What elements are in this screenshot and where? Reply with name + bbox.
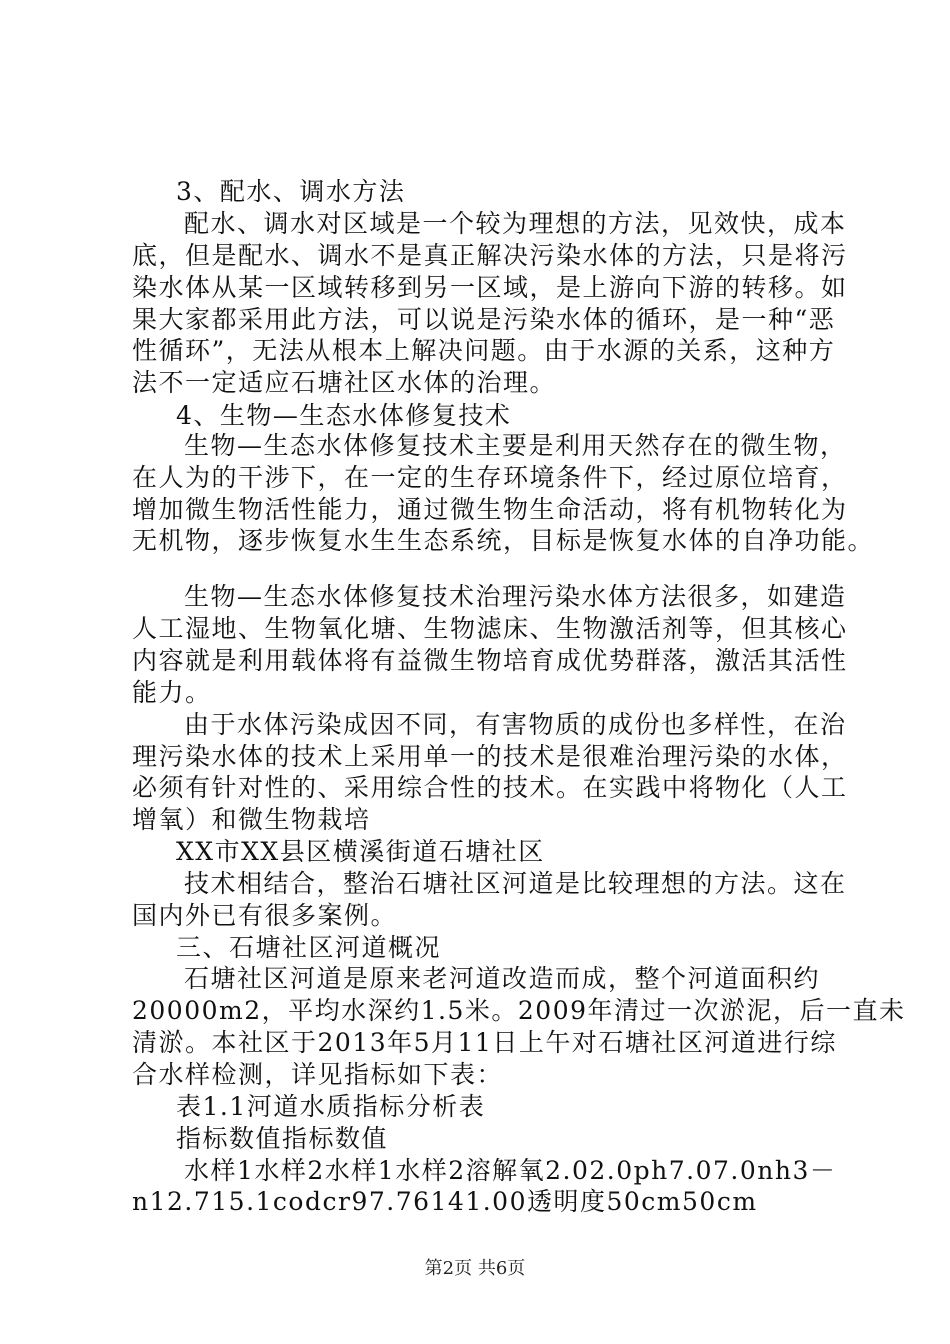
paragraph-line: 理污染水体的技术上采用单一的技术是很难治理污染的水体， [132,742,848,771]
paragraph-line: 能力。 [132,678,212,707]
paragraph-line: 内容就是利用载体将有益微生物培育成优势群落，激活其活性 [132,646,848,675]
page-footer: 第2页 共6页 [424,1258,526,1279]
paragraph-line: 法不一定适应石塘社区水体的治理。 [132,368,557,397]
paragraph-line: 人工湿地、生物氧化塘、生物滤床、生物激活剂等，但其核心 [132,614,848,643]
table-header-line: 指标数值指标数值 [176,1124,389,1153]
paragraph-line: 20000m2，平均水深约1.5米。2009年清过一次淤泥，后一直未 [132,996,906,1025]
paragraph-line: 技术相结合，整治石塘社区河道是比较理想的方法。这在 [184,869,847,898]
paragraph-line: 染水体从某一区域转移到另一区域，是上游向下游的转移。如 [132,273,848,302]
paragraph-line: 增氧）和微生物栽培 [132,805,371,834]
heading-4: 4、生物—生态水体修复技术 [176,401,512,430]
paragraph-line: 必须有针对性的、采用综合性的技术。在实践中将物化（人工 [132,773,848,802]
paragraph-line: 底，但是配水、调水不是真正解决污染水体的方法，只是将污 [132,241,848,270]
paragraph-line: 国内外已有很多案例。 [132,901,398,930]
paragraph-line: 果大家都采用此方法，可以说是污染水体的循环，是一种“恶 [132,305,836,334]
paragraph-line: 在人为的干涉下，在一定的生存环境条件下，经过原位培育， [132,463,848,492]
table-data-line: 水样1水样2水样1水样2溶解氧2.02.0ph7.07.0nh3－ [184,1156,837,1185]
table-data-line: n12.715.1codcr97.76141.00透明度50cm50cm [132,1187,758,1216]
section-heading: 三、石塘社区河道概况 [176,933,442,962]
paragraph-line: 生物—生态水体修复技术主要是利用天然存在的微生物， [184,431,847,460]
paragraph-line: 配水、调水对区域是一个较为理想的方法，见效快，成本 [184,209,847,238]
paragraph-line: 合水样检测，详见指标如下表： [132,1060,504,1089]
paragraph-line: 性循环”，无法从根本上解决问题。由于水源的关系，这种方 [132,336,836,365]
paragraph-line: 增加微生物活性能力，通过微生物生命活动，将有机物转化为 [132,495,848,524]
table-caption: 表1.1河道水质指标分析表 [176,1092,486,1121]
paragraph-line: 生物—生态水体修复技术治理污染水体方法很多，如建造 [184,582,847,611]
paragraph-line: 无机物，逐步恢复水生生态系统，目标是恢复水体的自净功能。 [132,526,875,555]
paragraph-line: 由于水体污染成因不同，有害物质的成份也多样性，在治 [184,710,847,739]
paragraph-line: 石塘社区河道是原来老河道改造而成，整个河道面积约 [184,964,821,993]
address-line: XX市XX县区横溪街道石塘社区 [176,837,545,866]
heading-3: 3、配水、调水方法 [176,177,406,206]
paragraph-line: 清淤。本社区于2013年5月11日上午对石塘社区河道进行综 [132,1028,837,1057]
